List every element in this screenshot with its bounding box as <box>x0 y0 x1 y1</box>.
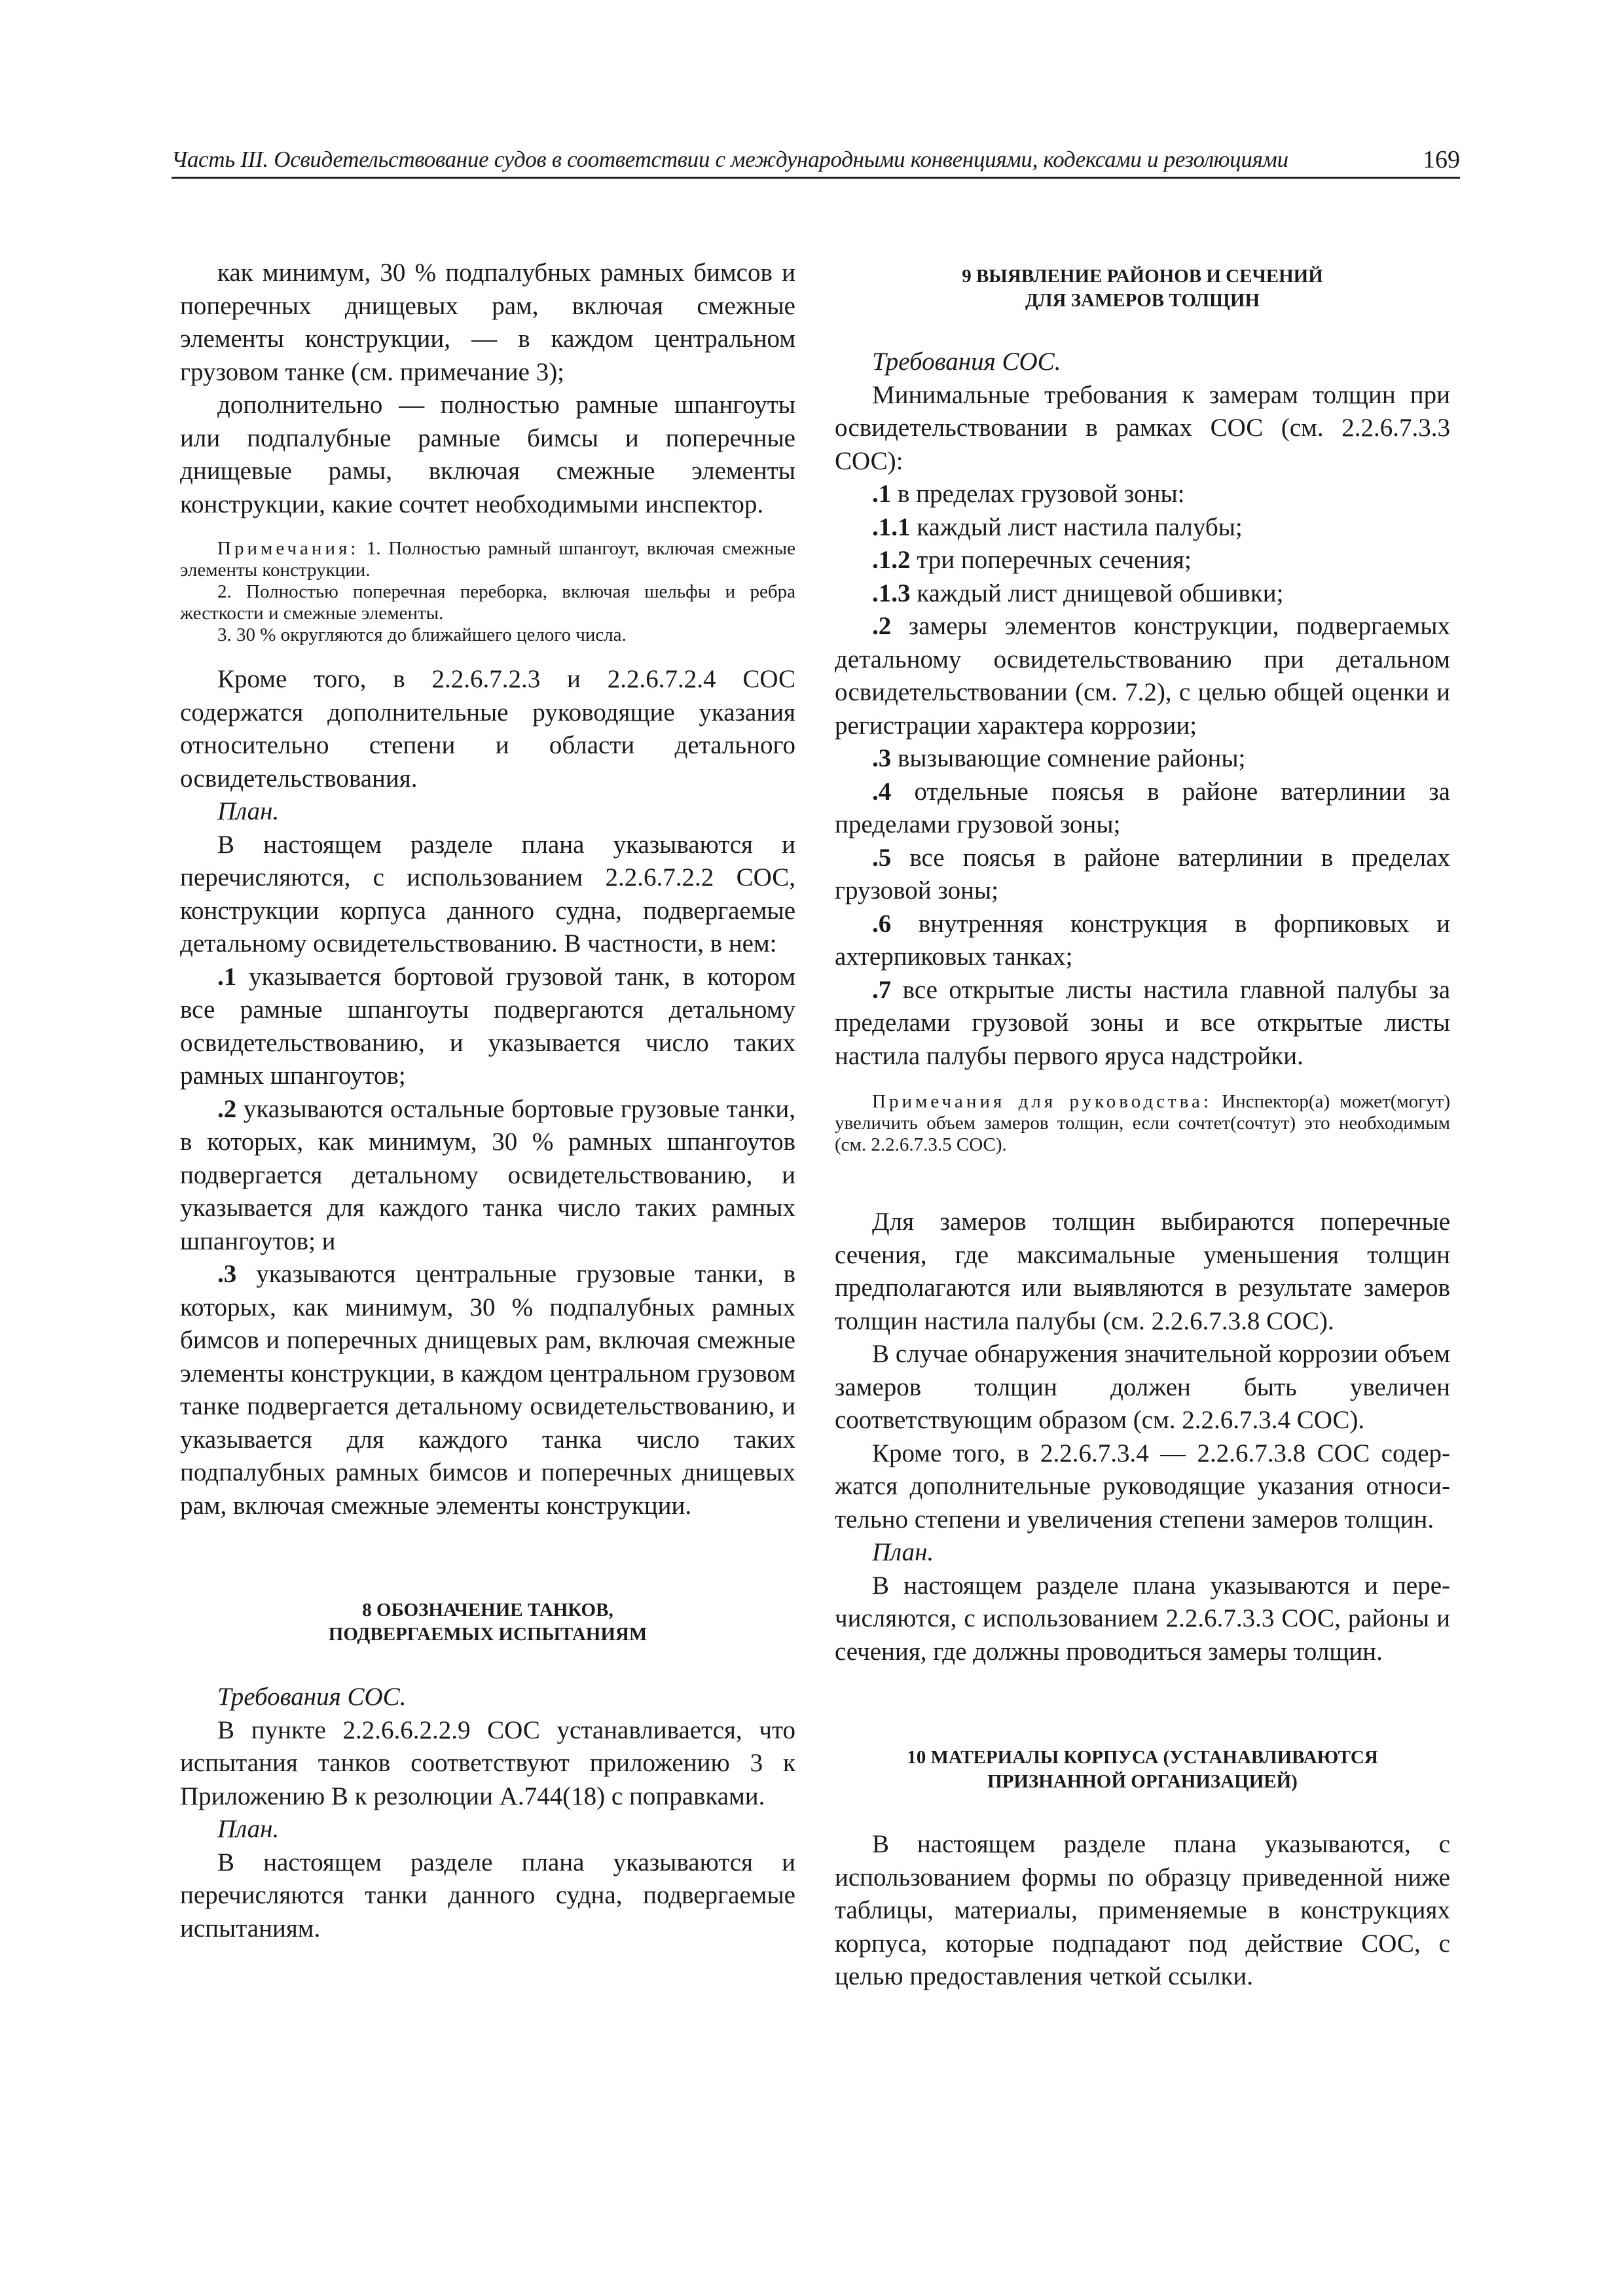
list-item <box>180 1258 795 1522</box>
requirements-label: Требования СОС. <box>217 1683 407 1711</box>
paragraph: В настоящем разделе плана указываются и перечисляются, с использованием 2.2.6.7.3.3 СОС, районы и сечения, где должны проводиться замеры толщин. <box>835 1571 1450 1666</box>
note-line <box>835 1091 1450 1156</box>
list-item <box>835 478 1450 511</box>
plan-label: План. <box>872 1538 934 1566</box>
left-column <box>180 257 795 1945</box>
item-number: .7 <box>872 975 892 1004</box>
list-item <box>835 544 1450 577</box>
section-9-heading <box>835 264 1450 313</box>
item-text: замеры элементов конструкции, подвергаемых детальному освидетельствованию при детальном освидетельствовании (см. 7.2), с целью общей оценки и регистрации характера коррозии; <box>835 612 1450 740</box>
note-text: Инспектор(а) может(могут) увеличить объем замеров толщин, если сочтет(сочтут) это необходимым (см. 2.2.6.7.3.5 СОС). <box>835 1091 1450 1155</box>
paragraph: В настоящем разделе плана указываются и перечисляются танки данного судна, подвергаемые испытаниям. <box>180 1848 795 1943</box>
item-text: указываются центральные грузовые танки, в которых, как минимум, 30 % подпалубных рамных бимсов и поперечных днищевых рам, включая смежные элементы конструкции, в каждом центральном грузовом танке подвергается детальному освидетельствованию, и указывается для каждого танка число таких подпалубных рамных бимсов и поперечных днищевых рам, включая смежные элементы конструкции. <box>180 1260 795 1520</box>
list-item <box>835 511 1450 545</box>
item-text: все поясья в районе ватерлинии в пределах грузовой зоны; <box>835 843 1450 905</box>
guidance-note <box>835 1091 1450 1156</box>
item-text: все открытые листы настила главной палубы за пределами грузовой зоны и все открытые листы настила палубы первого яруса надстройки. <box>835 975 1450 1070</box>
paragraph: В настоящем разделе плана указываются, с использованием формы по образцу приведенной ниже таблицы, материалы, применяемые в конструкциях корпуса, которые подпадают под действие СОС, с целью предоставления четкой ссылки. <box>835 1830 1450 1990</box>
item-number: .1.3 <box>872 579 911 607</box>
paragraph: Для замеров толщин выбираются поперечные сечения, где максимальные уменьшения толщин предполагаются или выявляются в результате замеров толщин настила палубы (см. 2.2.6.7.3.8 СОС). <box>835 1208 1450 1335</box>
item-text: каждый лист днищевой обшивки; <box>910 579 1284 607</box>
item-text: указывается бортовой грузовой танк, в котором все рамные шпангоуты подвергаются детальному освидетельствованию, и указывается число таких рамных шпангоутов; <box>180 962 795 1090</box>
item-number: .3 <box>872 744 892 772</box>
item-text: в пределах грузовой зоны: <box>891 480 1185 508</box>
paragraph: дополнительно — полностью рамные шпангоуты или подпалубные рамные бимсы и поперечные днищевые рамы, включая смежные элементы конструкции, какие сочтет необходимыми инспектор. <box>180 391 795 518</box>
item-number: .5 <box>872 843 892 872</box>
item-number: .1.2 <box>872 546 911 574</box>
item-text: вызывающие сомнение районы; <box>891 744 1246 772</box>
header-title: Часть III. Освидетельствование судов в соответствии с международными конвенциями, кодексами и резолюциями <box>172 147 1288 172</box>
paragraph: В случае обнаружения значительной коррозии объем замеров толщин должен быть увеличен соответствующим образом (см. 2.2.6.7.3.4 СОС). <box>835 1340 1450 1434</box>
heading-line: ДЛЯ ЗАМЕРОВ ТОЛЩИН <box>1025 290 1260 311</box>
item-number: .1 <box>217 962 237 991</box>
list-item <box>835 908 1450 974</box>
running-header <box>172 145 1460 179</box>
list-item <box>180 1093 795 1259</box>
note-line: 3. 30 % округляются до ближайшего целого числа. <box>217 624 627 645</box>
list-item <box>835 842 1450 908</box>
page-number: 169 <box>1423 146 1460 173</box>
notes-block <box>180 538 795 646</box>
right-column <box>835 257 1450 1994</box>
notes-label: Примечания для руководства: <box>872 1091 1212 1112</box>
heading-line: 10 МАТЕРИАЛЫ КОРПУСА (УСТАНАВЛИВАЮТСЯ <box>907 1747 1378 1768</box>
item-text: внутренняя конструкция в форпиковых и ахтерпиковых танках; <box>835 909 1450 971</box>
list-item <box>835 776 1450 842</box>
paragraph: Кроме того, в 2.2.6.7.3.4 — 2.2.6.7.3.8 СОС содержатся дополнительные руководящие указания относительно степени и увеличения степени замеров толщин. <box>835 1439 1450 1534</box>
paragraph: Минимальные требования к замерам толщин при освидетельствовании в рамках СОС (см. 2.2.6.7.3.3 СОС): <box>835 380 1450 475</box>
item-text: каждый лист настила палубы; <box>910 512 1243 541</box>
paragraph: В пункте 2.2.6.6.2.2.9 СОС устанавливается, что испытания танков соответствуют приложению 3 к Приложению В к резолюции A.744(18) с поправками. <box>180 1715 795 1810</box>
heading-line: ПРИЗНАННОЙ ОРГАНИЗАЦИЕЙ) <box>987 1771 1298 1792</box>
note-line <box>180 538 795 581</box>
heading-line: 8 ОБОЗНАЧЕНИЕ ТАНКОВ, <box>362 1600 613 1621</box>
note-line: 2. Полностью поперечная переборка, включая шельфы и ребра жесткости и смежные элементы. <box>180 581 795 624</box>
list-item <box>835 610 1450 742</box>
section-8-heading <box>180 1598 795 1647</box>
note-text: 1. Полностью рамный шпангоут, включая смежные элементы конструкции. <box>180 538 796 581</box>
item-number: .2 <box>217 1094 237 1123</box>
notes-label: Примечания: <box>217 538 359 559</box>
item-number: .1 <box>872 480 892 508</box>
item-number: .6 <box>872 909 892 938</box>
list-item <box>835 974 1450 1073</box>
item-text: указываются остальные бортовые грузовые танки, в которых, как минимум, 30 % рамных шпангоутов подвергается детальному освидетельствованию, и указывается для каждого танка число таких рамных шпангоутов; и <box>180 1094 795 1255</box>
heading-line: 9 ВЫЯВЛЕНИЕ РАЙОНОВ И СЕЧЕНИЙ <box>962 266 1323 287</box>
item-number: .3 <box>217 1260 237 1288</box>
plan-label: План. <box>217 1815 280 1843</box>
paragraph: Кроме того, в 2.2.6.7.2.3 и 2.2.6.7.2.4 СОС содержатся дополнительные руководящие указания относительно степени и области детального освидетельствования. <box>180 665 795 793</box>
item-text: три поперечных сечения; <box>910 546 1192 574</box>
item-number: .1.1 <box>872 512 911 541</box>
paragraph: как минимум, 30 % подпалубных рамных бимсов и поперечных днищевых рам, включая смежные элементы конструкции, — в каждом центральном грузовом танке (см. примечание 3); <box>180 259 795 386</box>
list-item <box>180 961 795 1093</box>
section-10-heading <box>835 1746 1450 1794</box>
plan-label: План. <box>217 797 280 825</box>
heading-line: ПОДВЕРГАЕМЫХ ИСПЫТАНИЯМ <box>328 1624 647 1645</box>
item-number: .4 <box>872 777 892 806</box>
item-number: .2 <box>872 612 892 640</box>
paragraph: В настоящем разделе плана указываются и перечисляются, с использованием 2.2.6.7.2.2 СОС, конструкции корпуса данного судна, подвергаемые детальному освидетельствованию. В частности, в нем: <box>180 830 795 958</box>
requirements-label: Требования СОС. <box>872 348 1061 376</box>
list-item <box>835 577 1450 611</box>
list-item <box>835 742 1450 776</box>
item-text: отдельные поясья в районе ватерлинии за пределами грузовой зоны; <box>835 777 1450 838</box>
